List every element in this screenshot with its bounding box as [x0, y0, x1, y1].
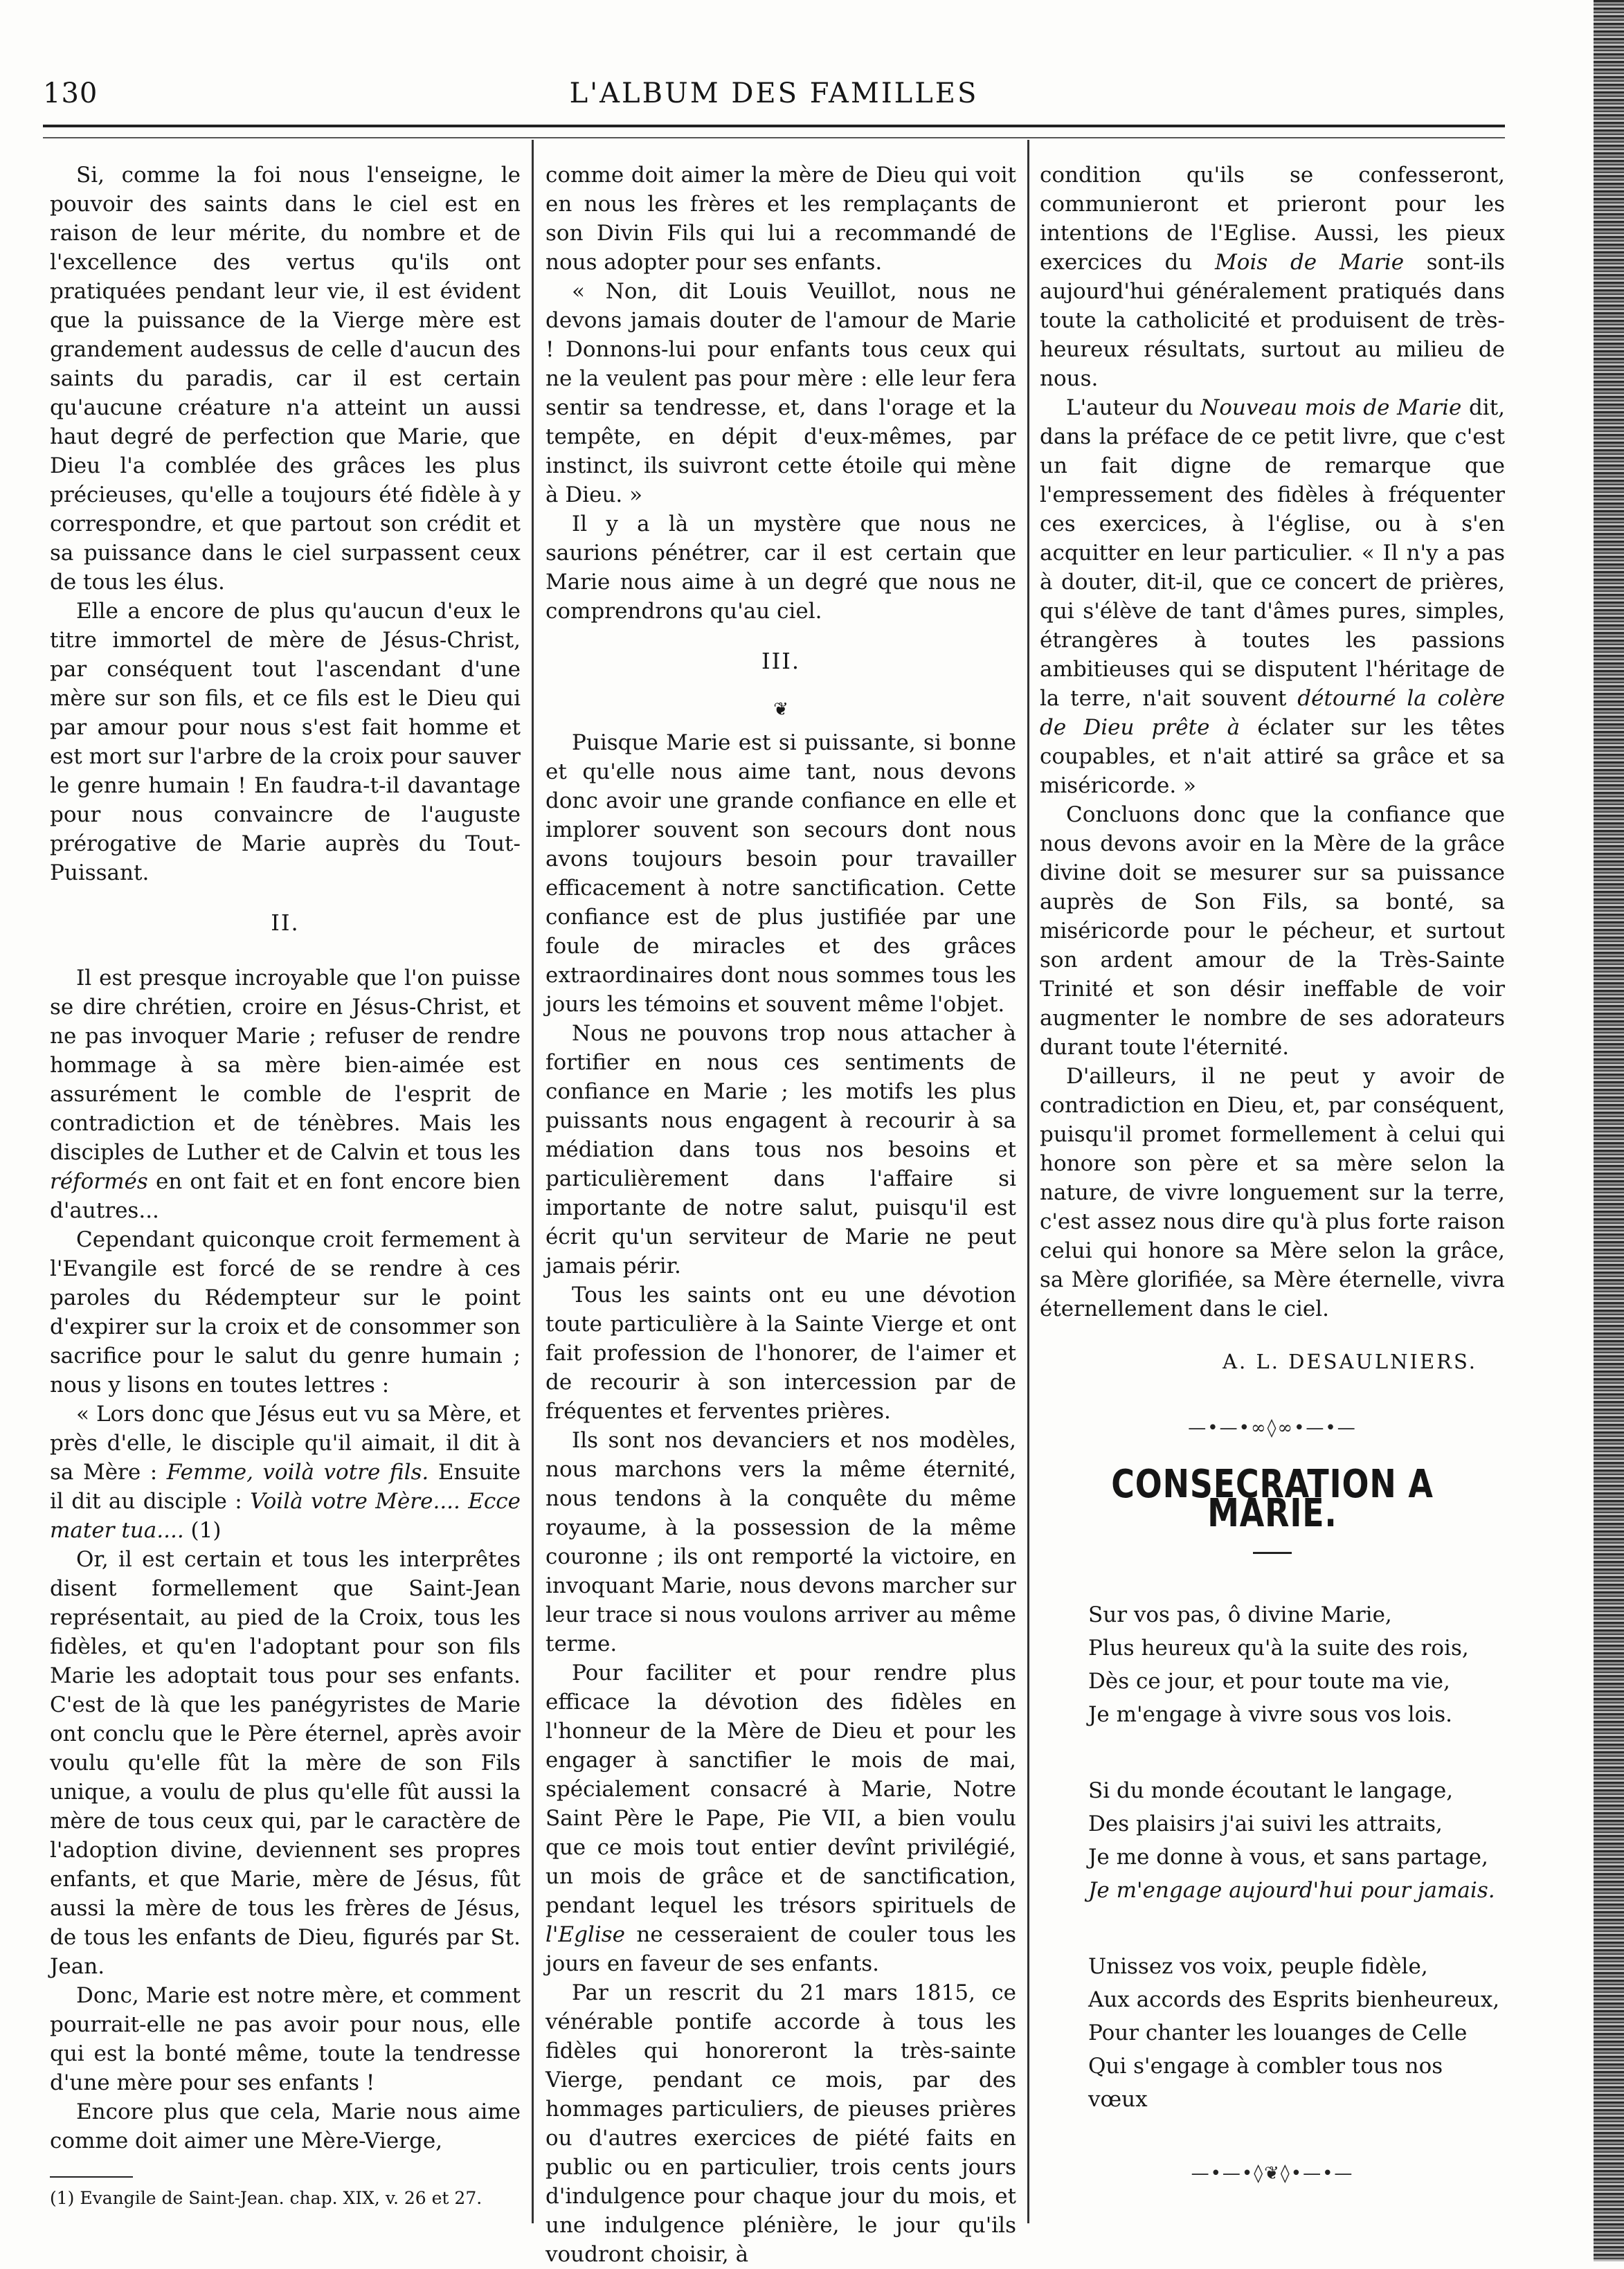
poem-line: Sur vos pas, ô divine Marie, — [1088, 1602, 1392, 1627]
poem-line: Si du monde écoutant le langage, — [1088, 1778, 1454, 1803]
header-rule — [43, 125, 1505, 138]
fleuron-icon: ❦ — [773, 699, 788, 720]
poem-stanza — [1088, 1598, 1505, 1731]
paragraph: Pour faciliter et pour rendre plus efficace la dévotion des fidèles en l'honneur de la Mère de Dieu et pour les engager à sanctifier le mois de mai, spécialement consacré à Marie, Notre Saint Père le Pape, Pie VII, a bien voulu que ce mois tout entier devînt privilégié, un mois de grâce et de sanctification, pendant lequel les trésors spirituels de l'Eglise ne cesseraient de couler tous les jours en faveur de ses enfants. — [545, 1661, 1016, 1976]
paragraph: Puisque Marie est si puissante, si bonne et qu'elle nous aime tant, nous devons donc avoir une grande confiance en elle et implorer souvent son secours dont nous avons toujours besoin pour travailler efficacement à notre sanctification. Cette confiance est de plus justifiée par une foule de miracles et des grâces extraordinaires dont nous sommes tous les jours les témoins et souvent même l'objet. — [545, 730, 1016, 1017]
poem-line: Plus heureux qu'à la suite des rois, — [1088, 1636, 1469, 1661]
paragraph: Si, comme la foi nous l'enseigne, le pouvoir des saints dans le ciel est en raison de leur mérite, du nombre et de l'excellence des vertus qu'ils ont pratiquées pendant leur vie, il est évident que la puissance de la Vierge mère est grandement audessus de celle d'aucun des saints du paradis, car il est certain qu'aucune créature n'a atteint un aussi haut degré de perfection que Marie, que Dieu l'a comblée des grâces les plus précieuses, qu'elle a toujours été fidèle à y correspondre, et que partout son crédit et sa puissance dans le ciel surpassent ceux de tous les élus. — [50, 163, 521, 595]
page-header — [43, 78, 1505, 119]
paragraph: Ils sont nos devanciers et nos modèles, nous marchons vers la même éternité, nous tendons à la conquête du même royaume, à la possession de la même couronne ; ils ont remporté la victoire, en invoquant Marie, nous devons marcher sur leur trace si nous voulons arriver au même terme. — [545, 1428, 1016, 1656]
quotation-paragraph: « Lors donc que Jésus eut vu sa Mère, et près d'elle, le disciple qu'il aimait, il dit à sa Mère : Femme, voilà votre fils. Ensuite il dit au disciple : Voilà votre Mère.... Ecce mater tua.... (1) — [50, 1402, 521, 1543]
column-2 — [545, 161, 1016, 2269]
paragraph: Encore plus que cela, Marie nous aime comme doit aimer une Mère-Vierge, — [50, 2099, 521, 2153]
poem-line: Pour chanter les louanges de Celle — [1088, 2021, 1468, 2045]
poem-line: Dès ce jour, et pour toute ma vie, — [1088, 1669, 1450, 1694]
ornament-end-icon: —•—•◊❦◊•—•— — [1191, 2163, 1354, 2184]
paragraph: Concluons donc que la confiance que nous devons avoir en la Mère de la grâce divine doit se mesurer sur sa puissance auprès de Son Fils, sa bonté, sa miséricorde pour le pécheur, et surtout son ardent amour de la Très-Sainte Trinité et son désir ineffable de voir augmenter le nombre de ses adorateurs durant toute l'éternité. — [1040, 802, 1505, 1060]
paragraph: Nous ne pouvons trop nous attacher à fortifier en nous ces sentiments de confiance en Marie ; les motifs les plus puissants nous engagent à recourir à sa médiation dans tous nos besoins et particulièrement dans l'affaire si importante de notre salut, puisqu'il est écrit qu'un serviteur de Marie ne peut jamais périr. — [545, 1021, 1016, 1278]
paragraph: condition qu'ils se confesseront, communieront et prieront pour les intentions de l'Eglise. Aussi, les pieux exercices du Mois de Marie sont-ils aujourd'hui généralement pratiqués dans toute la catholicité et produisent de très-heureux résultats, surtout au milieu de nous. — [1040, 163, 1505, 391]
poem-stanza — [1088, 1774, 1505, 1907]
poem-line: Je m'engage à vivre sous vos lois. — [1088, 1702, 1453, 1727]
section-heading: II. — [271, 910, 300, 936]
paragraph: Il y a là un mystère que nous ne saurions pénétrer, car il est certain que Marie nous aime à un degré que nous ne comprendrons qu'au ciel. — [545, 512, 1016, 624]
paragraph: Donc, Marie est notre mère, et comment pourrait-elle ne pas avoir pour nous, elle qui est la bonté même, toute la tendresse d'une mère pour ses enfants ! — [50, 1983, 521, 2095]
title-dash — [1253, 1552, 1292, 1554]
poem-line: Je m'engage aujourd'hui pour jamais. — [1088, 1878, 1495, 1903]
paragraph: Cependant quiconque croit fermement à l'Evangile est forcé de se rendre à ces paroles du Rédempteur sur le point d'expirer sur la croix et de consommer son sacrifice pour le salut du genre humain ; nous y lisons en toutes lettres : — [50, 1227, 521, 1398]
column-divider — [1027, 140, 1029, 2223]
paragraph: D'ailleurs, il ne peut y avoir de contradiction en Dieu, et, par conséquent, puisqu'il promet formellement à celui qui honore son père et sa mère selon la nature, de vivre longuement sur la terre, c'est assez nous dire qu'à plus forte raison celui qui honore sa Mère selon la grâce, sa Mère glorifiée, sa Mère éternelle, vivra éternellement dans le ciel. — [1040, 1064, 1505, 1321]
paragraph: comme doit aimer la mère de Dieu qui voit en nous les frères et les remplaçants de son Divin Fils qui lui a recommandé de nous adopter pour ses enfants. — [545, 163, 1016, 275]
page-number: 130 — [43, 78, 98, 109]
running-title: L'ALBUM DES FAMILLES — [569, 78, 979, 109]
ornament-divider-icon: —•—•∞◊∞•—•— — [1188, 1418, 1357, 1438]
paragraph: Il est presque incroyable que l'on puisse se dire chrétien, croire en Jésus-Christ, et ne pas invoquer Marie ; refuser de rendre hommage à sa mère bien-aimée est assurément le comble de l'esprit de contradiction et de ténèbres. Mais les disciples de Luther et de Calvin et tous les réformés en ont fait et en font encore bien d'autres... — [50, 966, 521, 1223]
section-heading: III. — [761, 648, 801, 674]
footnote: (1) Evangile de Saint-Jean. chap. XIX, v. 26 et 27. — [50, 2188, 482, 2208]
poem-title: CONSECRATION A MARIE. — [1111, 1462, 1434, 1536]
poem-line: Des plaisirs j'ai suivi les attraits, — [1088, 1811, 1443, 1836]
paragraph: Elle a encore de plus qu'aucun d'eux le titre immortel de mère de Jésus-Christ, par conséquent tout l'ascendant d'une mère sur son fils, et ce fils est le Dieu qui par amour pour nous s'est fait homme et est mort sur l'arbre de la croix pour sauver le genre humain ! En faudra-t-il davantage pour nous convaincre de l'auguste prérogative de Marie auprès du Tout-Puissant. — [50, 599, 521, 885]
poem-stanza — [1088, 1950, 1505, 2116]
poem-line: Je me donne à vous, et sans partage, — [1088, 1845, 1488, 1870]
paragraph: L'auteur du Nouveau mois de Marie dit, dans la préface de ce petit livre, que c'est un fait digne de remarque que l'empressement des fidèles à fréquenter ces exercices, à l'église, ou à s'en acquitter en leur particulier. « Il n'y a pas à douter, dit-il, que ce concert de prières, qui s'élève de tant d'âmes pures, simples, étrangères à toutes les passions ambitieuses qui se disputent l'héritage de la terre, n'ait souvent détourné la colère de Dieu prête à éclater sur les têtes coupables, et n'ait attiré sa grâce et sa miséricorde. » — [1040, 395, 1506, 798]
column-divider — [532, 140, 534, 2223]
paragraph: Tous les saints ont eu une dévotion toute particulière à la Sainte Vierge et ont fait profession de l'honorer, de l'aimer et de recourir à son intercession par de fréquentes et ferventes prières. — [545, 1283, 1016, 1424]
poem-line: Unissez vos voix, peuple fidèle, — [1088, 1954, 1428, 1979]
paragraph: Par un rescrit du 21 mars 1815, ce vénérable pontife accorde à tous les fidèles qui honoreront la très-sainte Vierge, pendant ce mois, par des hommages particuliers, de pieuses prières ou d'autres exercices de piété faits en public ou en particulier, trois cents jours d'indulgence pour chaque jour du mois, et une indulgence plénière, le jour qu'ils voudront choisir, à — [545, 1980, 1016, 2267]
poem-line: Qui s'engage à combler tous nos vœux — [1088, 2054, 1443, 2112]
paragraph: Or, il est certain et tous les interprêtes disent formellement que Saint-Jean représentait, au pied de la Croix, tous les fidèles, et qu'en l'adoptant pour son fils Marie les adoptait tous pour ses enfants. C'est de là que les panégyristes de Marie ont conclu que le Père éternel, après avoir voulu qu'elle fût la mère de son Fils unique, a voulu de plus qu'elle fût aussi la mère de tous ceux qui, par le caractère de l'adoption divine, deviennent ses propres enfants, et que Marie, mère de Jésus, fût aussi la mère de tous les frères de Jésus, de tous les enfants de Dieu, figurés par St. Jean. — [50, 1547, 521, 1979]
column-1 — [50, 161, 521, 2209]
column-3 — [1040, 161, 1505, 2216]
quotation-paragraph: « Non, dit Louis Veuillot, nous ne devons jamais douter de l'amour de Marie ! Donnons-lui pour enfants tous ceux qui ne la veulent pas pour mère : elle leur fera sentir sa tendresse, et, dans l'orage et la tempête, en dépit d'eux-mêmes, par instinct, ils suivront cette étoile qui mène à Dieu. » — [545, 279, 1016, 507]
poem-line: Aux accords des Esprits bienheureux, — [1088, 1987, 1500, 2012]
author-signature: A. L. DESAULNIERS. — [1222, 1350, 1477, 1373]
footnote-rule — [50, 2176, 133, 2178]
page-edge-scan-artifact — [1594, 0, 1624, 2261]
